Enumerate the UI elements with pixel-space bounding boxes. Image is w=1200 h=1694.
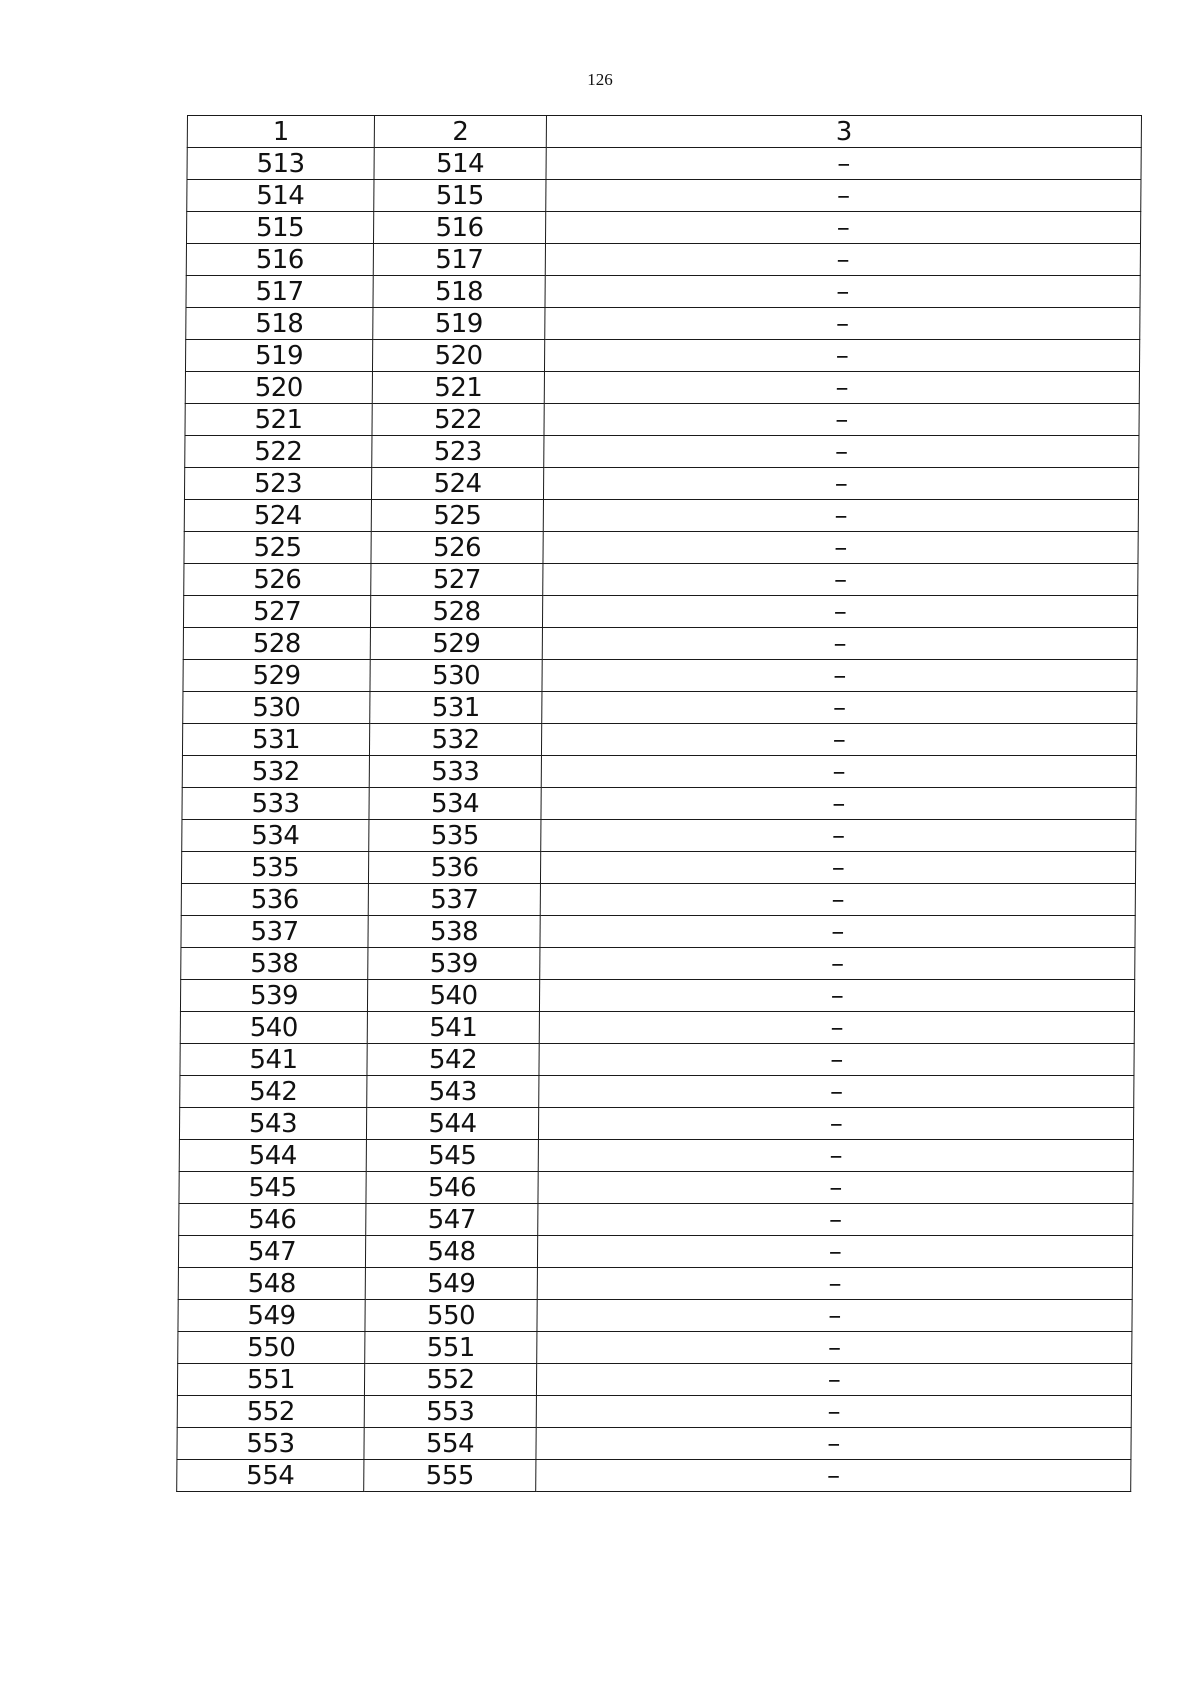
table-cell-col-3: – [537, 1300, 1132, 1332]
table-row [181, 884, 1135, 916]
table-cell-col-3: – [536, 1396, 1131, 1428]
table-row [177, 1364, 1131, 1396]
table-cell-col-1: 535 [181, 852, 368, 884]
table-cell-col-2: 533 [369, 756, 541, 788]
table-cell-col-3: – [542, 596, 1137, 628]
table-row [180, 1076, 1134, 1108]
table-cell-col-3: – [545, 244, 1140, 276]
table-cell-col-3: – [538, 1172, 1133, 1204]
table-cell-col-1: 546 [179, 1204, 366, 1236]
table-row [177, 1428, 1131, 1460]
table-cell-col-2: 550 [365, 1300, 537, 1332]
table-cell-col-1: 554 [177, 1460, 364, 1492]
table-cell-col-3: – [541, 820, 1136, 852]
table-cell-col-3: – [540, 884, 1135, 916]
table-cell-col-1: 515 [186, 212, 373, 244]
table-header [187, 116, 1141, 148]
table-cell-col-2: 515 [374, 180, 546, 212]
table-cell-col-1: 541 [180, 1044, 367, 1076]
table-cell-col-1: 529 [183, 660, 370, 692]
table-cell-col-1: 527 [183, 596, 370, 628]
column-header-1: 1 [187, 116, 374, 148]
table-row [179, 1204, 1133, 1236]
table-cell-col-1: 513 [187, 148, 374, 180]
table-cell-col-2: 552 [364, 1364, 536, 1396]
table-cell-col-3: – [545, 308, 1140, 340]
table-cell-col-1: 538 [181, 948, 368, 980]
table-cell-col-1: 520 [185, 372, 372, 404]
table-cell-col-1: 542 [180, 1076, 367, 1108]
column-header-3: 3 [546, 116, 1141, 148]
table-cell-col-1: 539 [180, 980, 367, 1012]
table-cell-col-1: 524 [184, 500, 371, 532]
table-cell-col-2: 554 [364, 1428, 536, 1460]
table-header-row [187, 116, 1141, 148]
table-cell-col-1: 549 [178, 1300, 365, 1332]
table-cell-col-2: 535 [369, 820, 541, 852]
table-cell-col-2: 553 [364, 1396, 536, 1428]
table-cell-col-2: 547 [366, 1204, 538, 1236]
column-header-2: 2 [374, 116, 546, 148]
table-cell-col-3: – [542, 628, 1137, 660]
table-cell-col-3: – [539, 1012, 1134, 1044]
table-cell-col-3: – [540, 916, 1135, 948]
table-cell-col-3: – [537, 1268, 1132, 1300]
table-cell-col-3: – [541, 788, 1136, 820]
table-cell-col-1: 545 [179, 1172, 366, 1204]
table-cell-col-3: – [544, 340, 1139, 372]
table-row [182, 820, 1136, 852]
table-cell-col-3: – [537, 1236, 1132, 1268]
table-row [179, 1108, 1133, 1140]
data-table [176, 115, 1142, 1492]
table-cell-col-2: 524 [371, 468, 543, 500]
table-cell-col-2: 518 [373, 276, 545, 308]
table-row [177, 1396, 1131, 1428]
table-row [182, 724, 1136, 756]
table-row [183, 628, 1137, 660]
table-cell-col-1: 519 [185, 340, 372, 372]
table-row [185, 372, 1139, 404]
table-cell-col-2: 514 [374, 148, 546, 180]
table-cell-col-3: – [538, 1204, 1133, 1236]
table-cell-col-2: 549 [365, 1268, 537, 1300]
table-cell-col-1: 526 [184, 564, 371, 596]
table-row [177, 1460, 1131, 1492]
table-cell-col-3: – [542, 660, 1137, 692]
table-cell-col-1: 547 [178, 1236, 365, 1268]
table-cell-col-2: 528 [370, 596, 542, 628]
table-cell-col-2: 516 [373, 212, 545, 244]
table-cell-col-1: 522 [185, 436, 372, 468]
table-cell-col-3: – [546, 148, 1141, 180]
table-cell-col-2: 544 [366, 1108, 538, 1140]
table-cell-col-2: 548 [365, 1236, 537, 1268]
table-cell-col-2: 525 [371, 500, 543, 532]
table-cell-col-3: – [539, 980, 1134, 1012]
table-row [181, 852, 1135, 884]
table-cell-col-3: – [544, 404, 1139, 436]
table-row [187, 180, 1141, 212]
table-cell-col-2: 539 [368, 948, 540, 980]
table-cell-col-2: 517 [373, 244, 545, 276]
table-cell-col-1: 551 [177, 1364, 364, 1396]
table-cell-col-3: – [545, 276, 1140, 308]
table-cell-col-3: – [543, 468, 1138, 500]
table-row [184, 500, 1138, 532]
table-cell-col-3: – [543, 532, 1138, 564]
table-cell-col-3: – [543, 564, 1138, 596]
table-cell-col-3: – [536, 1428, 1131, 1460]
table-row [178, 1268, 1132, 1300]
table-row [186, 212, 1140, 244]
table-cell-col-1: 537 [181, 916, 368, 948]
table-row [184, 564, 1138, 596]
table-row [186, 244, 1140, 276]
table-row [181, 948, 1135, 980]
table-cell-col-1: 525 [184, 532, 371, 564]
table-cell-col-3: – [539, 1044, 1134, 1076]
table-cell-col-3: – [536, 1460, 1131, 1492]
table-cell-col-2: 519 [373, 308, 545, 340]
table-row [180, 980, 1134, 1012]
table-cell-col-1: 518 [186, 308, 373, 340]
table-row [180, 1012, 1134, 1044]
table-row [186, 276, 1140, 308]
table-cell-col-1: 536 [181, 884, 368, 916]
table-body [177, 148, 1142, 1492]
table-cell-col-1: 540 [180, 1012, 367, 1044]
table-cell-col-1: 533 [182, 788, 369, 820]
table-cell-col-2: 532 [369, 724, 541, 756]
table-row [185, 436, 1139, 468]
table-row [178, 1332, 1132, 1364]
table-cell-col-1: 516 [186, 244, 373, 276]
table-cell-col-2: 523 [372, 436, 544, 468]
table-cell-col-1: 552 [177, 1396, 364, 1428]
table-row [182, 756, 1136, 788]
table-row [180, 1044, 1134, 1076]
table-row [179, 1172, 1133, 1204]
table-cell-col-3: – [540, 948, 1135, 980]
table-cell-col-3: – [544, 436, 1139, 468]
table-cell-col-1: 521 [185, 404, 372, 436]
table-cell-col-2: 551 [365, 1332, 537, 1364]
table-row [182, 788, 1136, 820]
table-row [178, 1236, 1132, 1268]
table-cell-col-2: 530 [370, 660, 542, 692]
table-cell-col-2: 541 [367, 1012, 539, 1044]
table-cell-col-1: 548 [178, 1268, 365, 1300]
table-cell-col-2: 536 [368, 852, 540, 884]
table-cell-col-3: – [542, 692, 1137, 724]
table-cell-col-3: – [541, 756, 1136, 788]
table-cell-col-1: 543 [179, 1108, 366, 1140]
table-cell-col-2: 555 [364, 1460, 536, 1492]
table-cell-col-2: 540 [367, 980, 539, 1012]
page-number: 126 [587, 70, 613, 89]
table-row [179, 1140, 1133, 1172]
table-cell-col-1: 514 [187, 180, 374, 212]
table-row [184, 468, 1138, 500]
table-cell-col-1: 553 [177, 1428, 364, 1460]
table-row [183, 596, 1137, 628]
table-row [185, 340, 1139, 372]
table-cell-col-2: 531 [370, 692, 542, 724]
table-cell-col-3: – [539, 1076, 1134, 1108]
table-row [178, 1300, 1132, 1332]
table-cell-col-1: 532 [182, 756, 369, 788]
table-cell-col-3: – [543, 500, 1138, 532]
table-cell-col-2: 542 [367, 1044, 539, 1076]
table-cell-col-2: 521 [372, 372, 544, 404]
table-cell-col-2: 538 [368, 916, 540, 948]
table-cell-col-1: 528 [183, 628, 370, 660]
table-cell-col-1: 534 [182, 820, 369, 852]
table-cell-col-3: – [540, 852, 1135, 884]
table-cell-col-1: 544 [179, 1140, 366, 1172]
table-row [183, 692, 1137, 724]
table-cell-col-3: – [546, 180, 1141, 212]
table-cell-col-2: 527 [371, 564, 543, 596]
table-row [183, 660, 1137, 692]
table-row [187, 148, 1141, 180]
table-cell-col-2: 520 [372, 340, 544, 372]
table-cell-col-2: 526 [371, 532, 543, 564]
table-cell-col-2: 534 [369, 788, 541, 820]
table-cell-col-2: 543 [367, 1076, 539, 1108]
table-cell-col-2: 529 [370, 628, 542, 660]
table-cell-col-2: 546 [366, 1172, 538, 1204]
table-row [181, 916, 1135, 948]
table-cell-col-2: 545 [366, 1140, 538, 1172]
table-cell-col-1: 530 [183, 692, 370, 724]
table-cell-col-1: 550 [178, 1332, 365, 1364]
table-cell-col-2: 522 [372, 404, 544, 436]
table-cell-col-1: 531 [182, 724, 369, 756]
table-cell-col-3: – [541, 724, 1136, 756]
table-row [186, 308, 1140, 340]
table-cell-col-3: – [545, 212, 1140, 244]
table-cell-col-2: 537 [368, 884, 540, 916]
table-cell-col-3: – [544, 372, 1139, 404]
table-cell-col-3: – [538, 1108, 1133, 1140]
table-cell-col-3: – [538, 1140, 1133, 1172]
table-cell-col-1: 523 [184, 468, 371, 500]
table-cell-col-3: – [537, 1332, 1132, 1364]
table-cell-col-3: – [536, 1364, 1131, 1396]
table-row [185, 404, 1139, 436]
table-cell-col-1: 517 [186, 276, 373, 308]
table-row [184, 532, 1138, 564]
